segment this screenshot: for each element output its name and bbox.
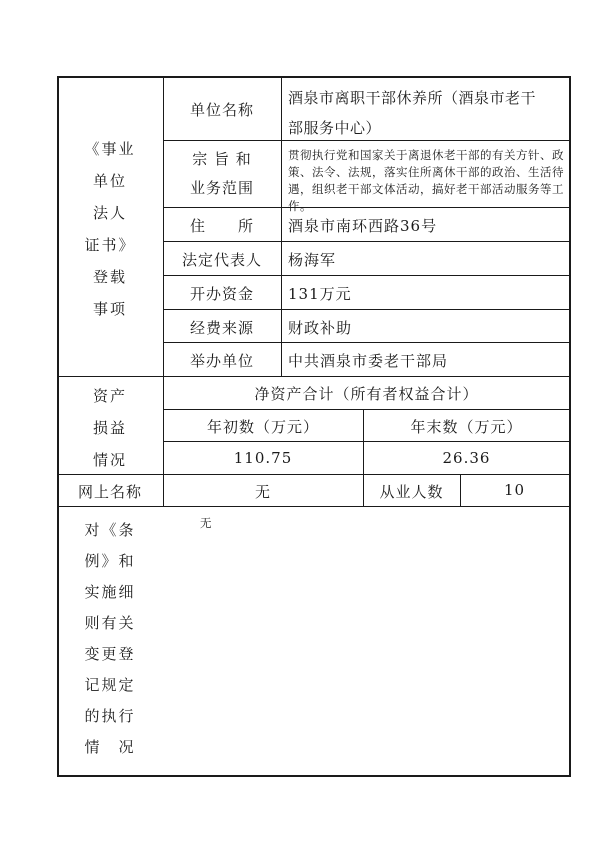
field-label-address: 住 所 <box>189 217 254 235</box>
compliance-value: 无 <box>200 516 213 530</box>
assets-value-end: 26.36 <box>442 449 491 467</box>
label-line: 《事业 <box>84 140 136 158</box>
field-label-unit-name: 单位名称 <box>189 101 254 119</box>
section-assets-label <box>57 380 163 476</box>
field-label-capital: 开办资金 <box>189 285 254 303</box>
staff-count-label: 从业人数 <box>379 483 444 501</box>
field-value-address: 酒泉市南环西路36号 <box>288 217 438 235</box>
label-line: 的执行 <box>84 707 136 725</box>
label-line: 变更登 <box>84 645 136 663</box>
online-name-value: 无 <box>254 483 271 501</box>
field-value-funding-source: 财政补助 <box>288 319 353 337</box>
label-line: 情 况 <box>84 738 136 756</box>
field-value-legal-rep: 杨海军 <box>288 251 337 269</box>
row-divider <box>163 241 570 242</box>
label-line: 对《条 <box>84 521 136 539</box>
field-label-purpose: 宗 旨 和 业务范围 <box>189 150 254 197</box>
label-line: 实施细 <box>84 583 136 601</box>
field-label-legal-rep: 法定代表人 <box>181 251 262 269</box>
label-line: 记规定 <box>84 676 136 694</box>
label-line: 单位 <box>92 172 127 190</box>
label-line: 例》和 <box>84 552 136 570</box>
label-line: 登载 <box>92 268 127 286</box>
section-divider <box>57 506 570 507</box>
label-line: 法人 <box>92 204 127 222</box>
field-value-sponsor: 中共酒泉市委老干部局 <box>288 352 449 370</box>
label-line: 资产 <box>92 387 127 405</box>
border-top <box>57 76 570 78</box>
border-bottom <box>57 775 570 777</box>
section-divider <box>57 376 570 377</box>
label-line: 事项 <box>92 300 127 318</box>
row-divider <box>163 309 570 310</box>
staff-count-value: 10 <box>503 481 526 499</box>
col-divider-field <box>281 76 282 376</box>
field-label-funding-source: 经费来源 <box>189 319 254 337</box>
label-line: 证书》 <box>84 236 136 254</box>
field-value-capital: 131万元 <box>288 285 352 303</box>
row-divider <box>163 275 570 276</box>
field-label-sponsor: 举办单位 <box>189 352 254 370</box>
label-line: 情况 <box>92 451 127 469</box>
row-divider <box>163 441 570 442</box>
assets-col-end: 年末数（万元） <box>410 418 523 436</box>
field-value-unit-name: 酒泉市离职干部休养所（酒泉市老干 部服务中心） <box>288 89 537 137</box>
assets-col-start: 年初数（万元） <box>206 418 319 436</box>
label-line: 损益 <box>92 419 127 437</box>
row-divider <box>163 342 570 343</box>
assets-header: 净资产合计（所有者权益合计） <box>254 385 479 403</box>
label-line: 则有关 <box>84 614 136 632</box>
row-divider <box>163 409 570 410</box>
assets-value-start: 110.75 <box>233 449 293 467</box>
online-name-label: 网上名称 <box>77 483 142 501</box>
section-compliance-label <box>57 515 163 763</box>
field-value-purpose: 贯彻执行党和国家关于离退休老干部的有关方针、政策、法令、法规，落实住所离休干部的政治、生活待遇，组织老干部文体活动，搞好老干部活动服务等工作。 <box>288 148 564 213</box>
section-registered-label <box>57 133 163 325</box>
